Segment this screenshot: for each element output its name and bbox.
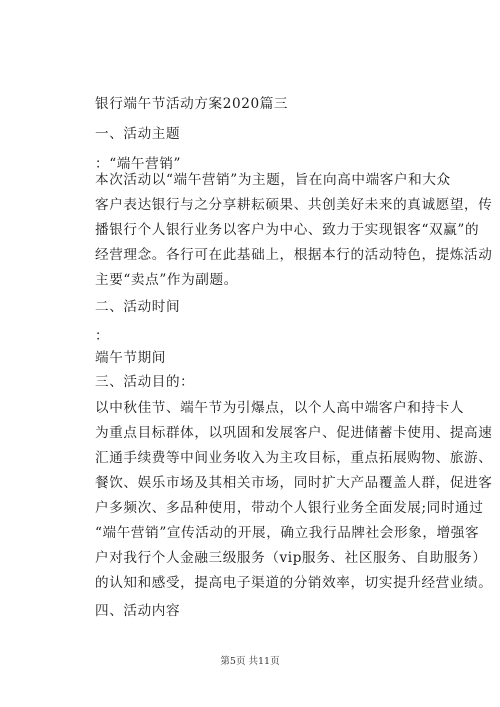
paragraph-line: 户多频次、多品种使用，带动个人银行业务全面发展;同时通过 (95, 500, 484, 516)
paragraph-line: 主要“卖点”作为副题。 (95, 272, 238, 288)
paragraph-line: 户对我行个人金融三级服务（vip服务、社区服务、自助服务） (95, 550, 487, 566)
page-footer: 第5页 共11页 (220, 656, 280, 667)
theme-line: ：“端午营销” (95, 156, 182, 172)
period-line: 端午节期间 (95, 350, 166, 366)
paragraph-line: 汇通手续费等中间业务收入为主攻目标，重点拓展购物、旅游、 (95, 450, 493, 466)
section-heading-theme: 一、活动主题 (95, 126, 181, 142)
paragraph-line: 播银行个人银行业务以客户为中心、致力于实现银客“双赢”的 (95, 222, 480, 238)
paragraph-line: “端午营销”宣传活动的开展，确立我行品牌社会形象，增强客 (95, 525, 480, 541)
paragraph-line: 客户表达银行与之分享耕耘硕果、共创美好未来的真诚愿望，传 (95, 197, 493, 213)
colon-line: ： (95, 328, 110, 344)
paragraph-line: 餐饮、娱乐市场及其相关市场，同时扩大产品覆盖人群，促进客 (95, 475, 493, 491)
paragraph-line: 以中秋佳节、端午节为引爆点，以个人高中端客户和持卡人 (95, 400, 465, 416)
paragraph-line: 本次活动以“端午营销”为主题，旨在向高中端客户和大众 (95, 172, 451, 188)
section-heading-time: 二、活动时间 (95, 299, 181, 315)
section-heading-content: 四、活动内容 (95, 603, 181, 619)
document-title: 银行端午节活动方案2020篇三 (95, 96, 289, 112)
section-heading-purpose: 三、活动目的： (95, 374, 195, 390)
paragraph-line: 为重点目标群体，以巩固和发展客户、促进储蓄卡使用、提高速 (95, 425, 493, 441)
paragraph-line: 经营理念。各行可在此基础上，根据本行的活动特色，提炼活动 (95, 247, 493, 263)
paragraph-line: 的认知和感受，提高电子渠道的分销效率，切实提升经营业绩。 (95, 575, 493, 591)
